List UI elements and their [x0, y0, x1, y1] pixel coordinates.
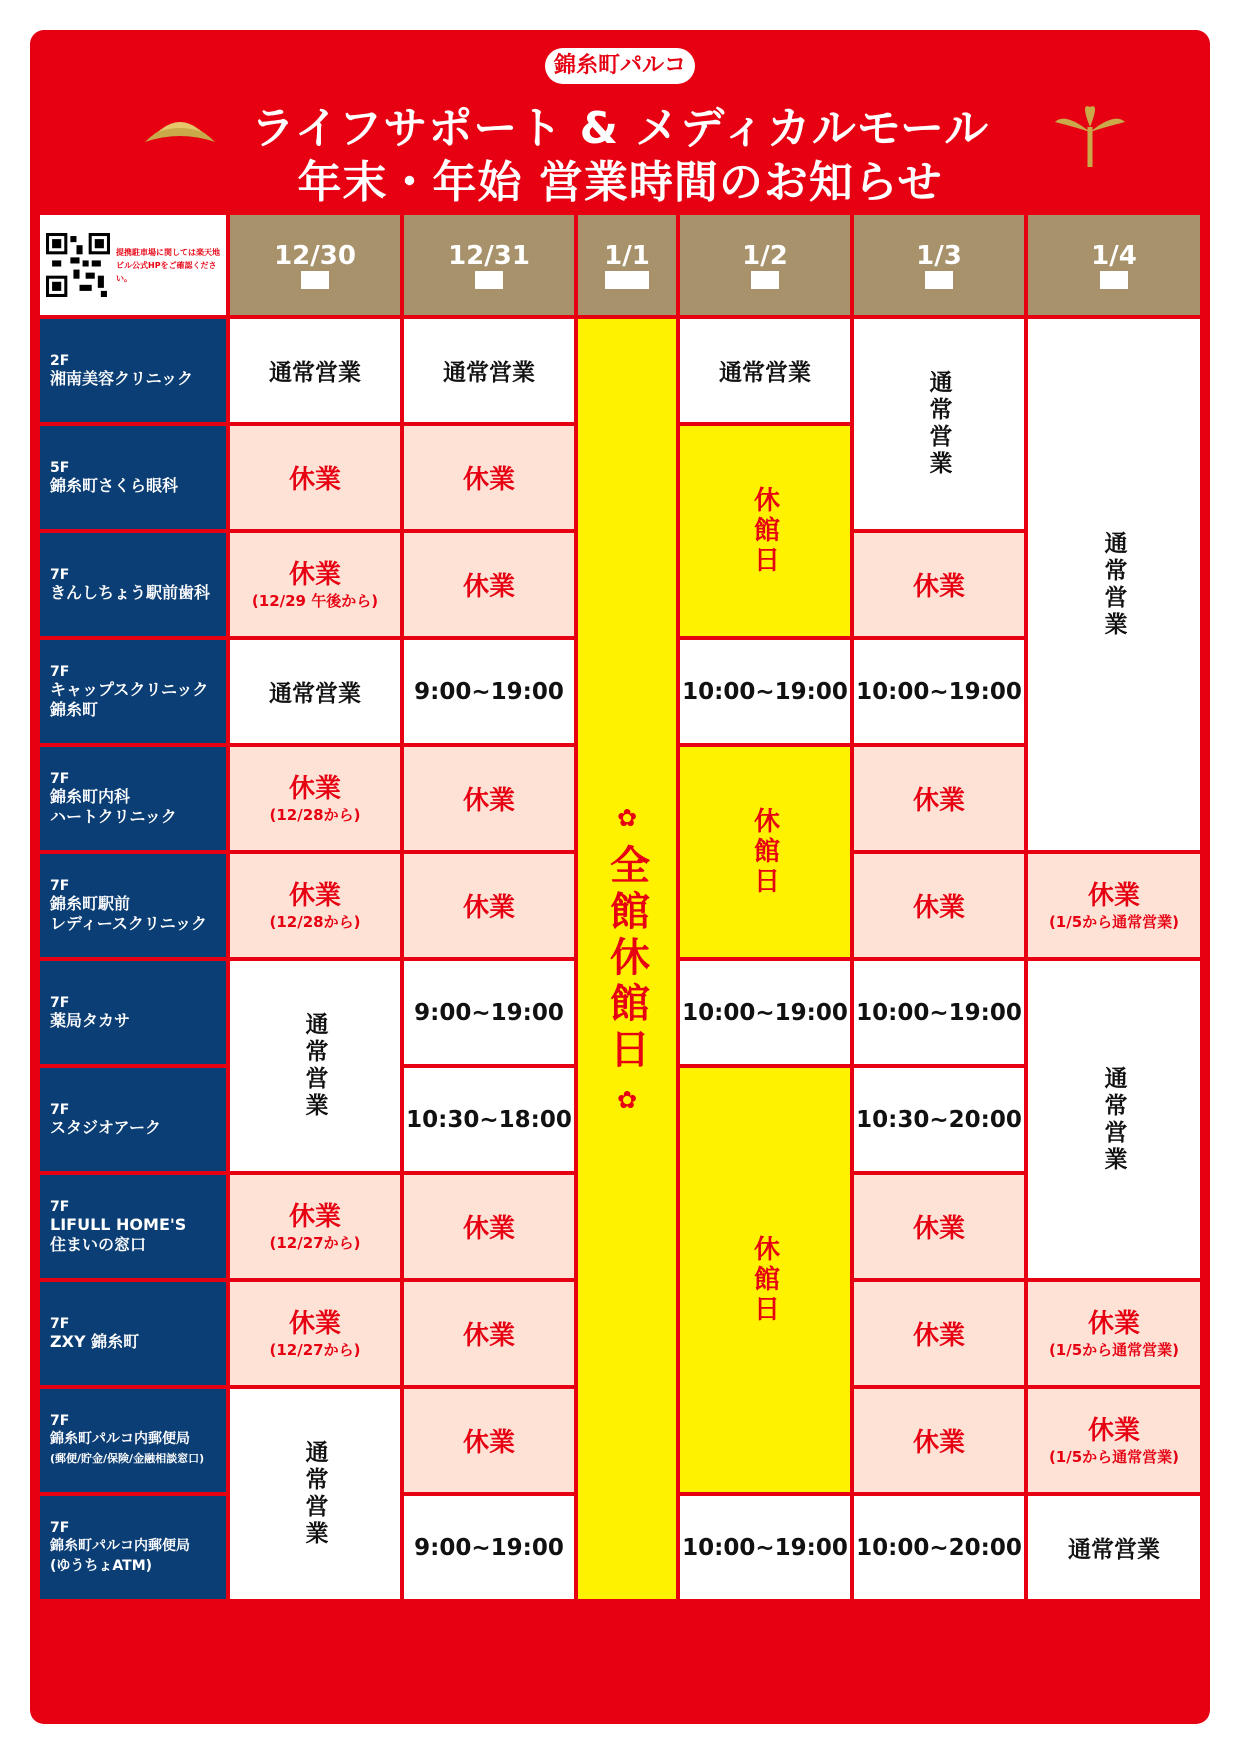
closed-label: 休業: [1087, 880, 1140, 911]
qr-box: [40, 215, 226, 315]
status-cell: 10:00~20:00: [854, 1496, 1024, 1599]
closed-note: (12/27から): [269, 1233, 361, 1252]
store-name: [40, 1068, 226, 1171]
status-cell: 通常営業: [680, 319, 850, 422]
qr-note: 提携駐車場に関しては楽天地ビル公式HPをご確認ください。: [116, 247, 220, 283]
status-cell: 9:00~19:00: [404, 640, 574, 743]
floor-label: 7F: [50, 1198, 70, 1215]
plum-flower-icon: ✿: [616, 804, 638, 832]
status-cell: 休業: [854, 854, 1024, 957]
status-cell: [680, 1068, 850, 1492]
date-header: [578, 215, 676, 315]
status-cell: 休業: [854, 1282, 1024, 1385]
store-name: [40, 1282, 226, 1385]
status-cell: 通常営業: [1028, 1496, 1200, 1599]
status-cell: 休業: [404, 854, 574, 957]
closed-label: 休業: [288, 773, 341, 804]
weekday-label: (日): [1099, 271, 1129, 289]
status-cell: 休業: [230, 426, 400, 529]
store-name: [40, 533, 226, 636]
floor-label: 7F: [50, 1412, 70, 1429]
floor-label: 7F: [50, 1101, 70, 1118]
weekday-label: (水): [474, 271, 504, 289]
floor-label: 7F: [50, 1315, 70, 1332]
status-cell: [1028, 1389, 1200, 1492]
status-cell: [230, 1389, 400, 1599]
status-cell: [230, 1282, 400, 1385]
store-name: [40, 1175, 226, 1278]
store-name: [40, 747, 226, 850]
closed-label: 休業: [1087, 1308, 1140, 1339]
date-header: [854, 215, 1024, 315]
all-closed-label: 全館休館日: [603, 844, 650, 1074]
status-cell: 休業: [854, 533, 1024, 636]
store-label: 錦糸町パルコ内郵便局: [50, 1430, 190, 1447]
closed-note: (1/5から通常営業): [1048, 912, 1180, 931]
floor-label: 7F: [50, 1519, 70, 1536]
closed-note: (1/5から通常営業): [1048, 1340, 1180, 1359]
store-label: ZXY 錦糸町: [50, 1331, 140, 1351]
plum-flower-icon: ✿: [616, 1086, 638, 1114]
store-name: [40, 961, 226, 1064]
date-label: 12/30: [274, 241, 356, 271]
title-line2: 年末・年始 営業時間のお知らせ: [297, 157, 943, 208]
date-label: 1/4: [1091, 241, 1137, 271]
floor-label: 7F: [50, 994, 70, 1011]
normal-label: 通常営業: [925, 370, 952, 478]
store-label: 錦糸町駅前 レディースクリニック: [50, 893, 207, 933]
status-cell: 通常営業: [230, 319, 400, 422]
closed-note: (12/28から): [269, 912, 361, 931]
status-cell: 休業: [404, 426, 574, 529]
status-cell: 10:00~19:00: [680, 640, 850, 743]
normal-label: 通常営業: [1100, 530, 1127, 639]
closed-label: 休業: [288, 880, 341, 911]
status-cell: [854, 319, 1024, 529]
normal-label: 通常営業: [301, 1440, 328, 1548]
status-cell: [230, 533, 400, 636]
date-label: 1/2: [742, 241, 788, 271]
normal-label: 通常営業: [1100, 1065, 1127, 1174]
weekday-label: (金): [750, 271, 780, 289]
store-label: きんしちょう駅前歯科: [50, 582, 211, 602]
store-name: [40, 854, 226, 957]
floor-label: 7F: [50, 770, 70, 787]
holiday-label: 休館日: [749, 1235, 780, 1325]
status-cell: [680, 426, 850, 636]
store-name: [40, 319, 226, 422]
closed-label: 休業: [288, 559, 341, 590]
status-cell: 9:00~19:00: [404, 961, 574, 1064]
status-cell: [1028, 854, 1200, 957]
store-label: 錦糸町パルコ内郵便局 (ゆうちょATM): [50, 1537, 190, 1574]
date-header: [680, 215, 850, 315]
status-cell: 10:00~19:00: [680, 1496, 850, 1599]
status-cell: [1028, 319, 1200, 850]
store-name: [40, 1389, 226, 1492]
status-cell: 休業: [404, 1389, 574, 1492]
date-label: 12/31: [448, 241, 530, 271]
floor-label: 2F: [50, 352, 70, 369]
status-cell: [230, 1175, 400, 1278]
status-cell: 10:00~19:00: [854, 640, 1024, 743]
status-cell: 休業: [404, 1175, 574, 1278]
date-header: [230, 215, 400, 315]
closed-note: (1/5から通常営業): [1048, 1447, 1180, 1466]
closed-label: 休業: [1087, 1415, 1140, 1446]
store-label: 錦糸町内科 ハートクリニック: [50, 786, 177, 826]
store-label: 湘南美容クリニック: [50, 368, 194, 388]
date-header: [404, 215, 574, 315]
weekday-label: (元日): [605, 271, 649, 289]
schedule-table: [40, 215, 1200, 1605]
status-cell: [230, 747, 400, 850]
header: [30, 30, 1210, 210]
title-line1: ライフサポート & メディカルモール: [250, 103, 990, 154]
date-label: 1/1: [604, 241, 650, 271]
status-cell: [230, 854, 400, 957]
date-label: 1/3: [916, 241, 962, 271]
status-cell: [1028, 961, 1200, 1278]
status-cell: [230, 961, 400, 1171]
status-cell: 通常営業: [230, 640, 400, 743]
status-cell: 10:30~18:00: [404, 1068, 574, 1171]
closed-note: (12/27から): [269, 1340, 361, 1359]
status-cell: 休業: [854, 1389, 1024, 1492]
floor-label: 7F: [50, 663, 70, 680]
status-cell: 10:00~19:00: [680, 961, 850, 1064]
status-cell: 10:00~19:00: [854, 961, 1024, 1064]
closed-note: (12/28から): [269, 805, 361, 824]
holiday-label: 休館日: [749, 486, 780, 576]
status-cell: 休業: [404, 1282, 574, 1385]
status-cell: [1028, 1282, 1200, 1385]
floor-label: 5F: [50, 459, 70, 476]
floor-label: 7F: [50, 877, 70, 894]
closed-label: 休業: [288, 1308, 341, 1339]
store-label: 薬局タカサ: [50, 1010, 131, 1030]
status-cell: 9:00~19:00: [404, 1496, 574, 1599]
weekday-label: (土): [924, 271, 954, 289]
normal-label: 通常営業: [301, 1012, 328, 1120]
status-cell: [680, 747, 850, 957]
holiday-label: 休館日: [749, 807, 780, 897]
store-name: [40, 640, 226, 743]
closed-label: 休業: [288, 1201, 341, 1232]
date-header: [1028, 215, 1200, 315]
store-name: [40, 426, 226, 529]
closed-note: (12/29 午後から): [251, 591, 379, 610]
status-cell: 休業: [404, 747, 574, 850]
status-cell: 通常営業: [404, 319, 574, 422]
status-cell: 休業: [854, 1175, 1024, 1278]
floor-label: 7F: [50, 566, 70, 583]
store-label: LIFULL HOME'S 住まいの窓口: [50, 1214, 187, 1254]
all-closed-cell: [578, 319, 676, 1599]
qr-code-icon[interactable]: [46, 233, 110, 297]
brand-badge: 錦糸町パルコ: [545, 48, 695, 84]
poster: [30, 30, 1210, 1724]
store-sublabel: (郵便/貯金/保険/金融相談窓口): [50, 1451, 205, 1465]
store-name: [40, 1496, 226, 1599]
store-label: スタジオアーク: [50, 1117, 162, 1137]
weekday-label: (火): [300, 271, 330, 289]
status-cell: 休業: [404, 533, 574, 636]
store-label: 錦糸町さくら眼科: [50, 475, 179, 495]
status-cell: 休業: [854, 747, 1024, 850]
status-cell: 10:30~20:00: [854, 1068, 1024, 1171]
store-label: キャップスクリニック 錦糸町: [50, 679, 209, 719]
